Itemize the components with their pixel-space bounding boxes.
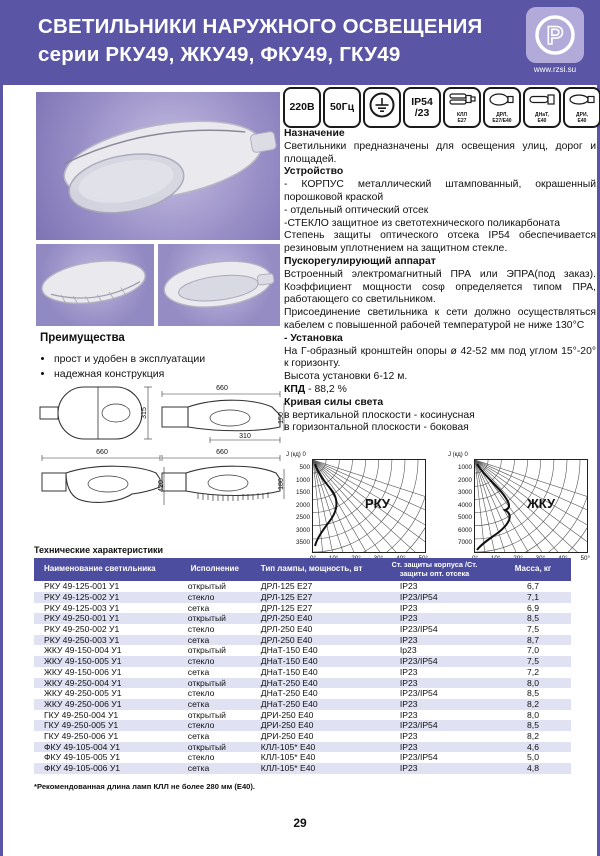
table-cell: IP23 xyxy=(399,763,418,774)
table-cell: 8,0 xyxy=(527,709,539,720)
lamp-drl-label-line2: Е27/Е40 xyxy=(492,117,512,124)
table-row xyxy=(34,592,571,603)
lamp-badge-dnat xyxy=(523,87,561,128)
table-cell: ДРЛ-125 Е27 xyxy=(260,581,313,592)
table-row xyxy=(34,688,571,699)
table-cell: ФКУ 49-105-005 У1 xyxy=(44,752,121,763)
table-cell: 8,2 xyxy=(527,731,539,742)
page-title xyxy=(38,13,482,69)
table-cell: ФКУ 49-105-006 У1 xyxy=(44,763,121,774)
cfl-lamp-icon xyxy=(449,91,476,113)
table-cell: ДНаТ-250 Е40 xyxy=(260,677,318,688)
voltage-label: 220В xyxy=(289,101,315,113)
table-cell: КЛЛ-105* Е40 xyxy=(260,763,316,774)
spec-table-header-row xyxy=(34,558,571,581)
chart-plot-area xyxy=(474,459,588,553)
table-cell: ГКУ 49-250-005 У1 xyxy=(44,720,119,731)
page-left-border xyxy=(0,0,3,856)
dim-150: 150 xyxy=(278,412,285,424)
dnat-lamp-icon xyxy=(529,91,556,113)
chart-plot-area xyxy=(312,459,426,553)
table-cell: стекло xyxy=(187,656,215,667)
drl-lamp-icon xyxy=(489,91,516,113)
table-cell: 7,1 xyxy=(527,591,539,602)
spec-table xyxy=(34,558,571,774)
table-row xyxy=(34,752,571,763)
lamp-badge-dri xyxy=(563,87,600,128)
table-cell: ДРИ-250 Е40 xyxy=(260,720,314,731)
table-cell: ДРЛ-250 Е40 xyxy=(260,613,313,624)
table-cell: IP23/IP54 xyxy=(399,752,438,763)
lamp-dri-label-line1: ДРИ, xyxy=(576,112,588,118)
dri-lamp-icon xyxy=(569,91,596,113)
table-row xyxy=(34,645,571,656)
table-cell: 7,0 xyxy=(527,645,539,656)
table-cell: РКУ 49-250-003 У1 xyxy=(44,634,120,645)
table-row xyxy=(34,763,571,774)
table-cell: IP23 xyxy=(399,731,418,742)
dim-315: 315 xyxy=(141,407,148,419)
curve-heading: Кривая силы света xyxy=(284,396,384,408)
table-cell: IP23 xyxy=(399,709,418,720)
page-title-line2: серии РКУ49, ЖКУ49, ФКУ49, ГКУ49 xyxy=(38,43,401,66)
table-cell: ЖКУ 49-250-004 У1 xyxy=(44,677,122,688)
table-row xyxy=(34,656,571,667)
table-cell: РКУ 49-125-003 У1 xyxy=(44,602,120,613)
table-cell: стекло xyxy=(187,591,215,602)
table-cell: ДНаТ-150 Е40 xyxy=(260,645,318,656)
table-cell: Ip23 xyxy=(399,645,417,656)
table-cell: 4,6 xyxy=(527,741,539,752)
brand-logo xyxy=(524,7,586,74)
table-row xyxy=(34,635,571,646)
table-cell: РКУ 49-125-002 У1 xyxy=(44,591,120,602)
table-cell: стекло xyxy=(187,720,215,731)
chart-series-label: ЖКУ xyxy=(527,496,556,511)
table-row xyxy=(34,720,571,731)
col-header-name: Наименование светильника xyxy=(34,558,172,581)
voltage-badge xyxy=(283,87,321,128)
table-cell: ДРЛ-250 Е40 xyxy=(260,624,313,634)
table-row xyxy=(34,613,571,624)
table-cell: сетка xyxy=(187,634,210,645)
table-cell: сетка xyxy=(187,698,210,709)
table-cell: ДНаТ-150 Е40 xyxy=(260,656,318,667)
table-row xyxy=(34,624,571,635)
page-header xyxy=(0,0,600,85)
ballast-heading: Пускорегулирующий аппарат xyxy=(284,255,436,267)
table-cell: IP23 xyxy=(399,581,418,592)
install-text-2: Высота установки 6-12 м. xyxy=(284,371,408,383)
ip-rating-line1: IP54 xyxy=(411,95,433,108)
table-cell: сетка xyxy=(187,666,210,677)
table-row xyxy=(34,710,571,721)
chart-unit-label: J (кд) 0 xyxy=(286,452,306,458)
table-cell: IP23/IP54 xyxy=(399,624,438,634)
table-cell: IP23 xyxy=(399,698,418,709)
table-cell: РКУ 49-125-001 У1 xyxy=(44,581,120,592)
table-cell: ДРЛ-125 Е27 xyxy=(260,591,313,602)
table-cell: IP23/IP54 xyxy=(399,720,438,731)
chart-y-ticks: 500 1000 1500 2000 2500 3000 3500 xyxy=(295,464,310,547)
mesh-hatch xyxy=(198,492,268,501)
purpose-heading: Назначение xyxy=(284,128,345,139)
brand-url: www.rzsi.su xyxy=(533,65,577,74)
table-cell: стекло xyxy=(187,752,215,763)
table-cell: открытый xyxy=(187,741,226,752)
table-cell: сетка xyxy=(187,731,210,742)
ballast-text-2: Присоединение светильника к сети должно осуществляться кабелем с повышенной рабочей температурой не ниже 130°С xyxy=(284,307,596,331)
lamp-badge-kll xyxy=(443,87,481,128)
table-cell: сетка xyxy=(187,602,210,613)
table-cell: 6,9 xyxy=(527,602,539,613)
col-header-ip: Ст. защиты корпуса /Ст. защиты опт. отсека xyxy=(374,558,495,581)
table-cell: ЖКУ 49-150-004 У1 xyxy=(44,645,122,656)
install-heading: - Установка xyxy=(284,332,343,344)
product-photo-mesh xyxy=(36,244,154,326)
table-cell: ЖКУ 49-250-005 У1 xyxy=(44,688,122,699)
drawing-side-glass xyxy=(158,383,288,447)
chart-series-label: РКУ xyxy=(365,496,391,511)
advantage-item: • прост и удобен в эксплуатации xyxy=(54,352,275,367)
table-cell: ЖКУ 49-150-005 У1 xyxy=(44,656,122,667)
col-header-lamp: Тип лампы, мощность, вт xyxy=(258,558,374,581)
col-header-mass: Масса, кг xyxy=(495,558,571,581)
lamp-kll-label-line1: КЛЛ xyxy=(456,112,468,118)
table-cell: IP23/IP54 xyxy=(399,656,438,667)
dim-310: 310 xyxy=(239,433,251,440)
page-number: 29 xyxy=(293,816,307,830)
lamp-kll-label-line2: Е27 xyxy=(457,117,467,124)
spec-section xyxy=(34,545,571,791)
advantages-block xyxy=(40,332,275,382)
ground-badge xyxy=(363,87,401,128)
table-cell: РКУ 49-250-002 У1 xyxy=(44,624,120,634)
lamp-dri-label-line2: Е40 xyxy=(577,117,587,124)
advantage-item: • надежная конструкция xyxy=(54,367,275,382)
efficiency-value: - 88,2 % xyxy=(305,383,347,395)
brand-logo-icon xyxy=(526,7,584,63)
frequency-label: 50Гц xyxy=(329,101,355,113)
install-text-1: На Г-образный кронштейн опоры ø 42-52 мм под углом 15°-20° к горизонту. xyxy=(284,345,596,370)
table-cell: 8,2 xyxy=(527,698,539,709)
dim-180: 180 xyxy=(278,478,285,490)
table-cell: ДНаТ-250 Е40 xyxy=(260,698,318,709)
device-item-body: - КОРПУС металлический штампованный, окрашенный порошковой краской xyxy=(284,179,596,203)
chart-y-ticks: 1000 2000 3000 4000 5000 6000 7000 xyxy=(457,464,472,547)
table-cell: IP23/IP54 xyxy=(399,591,438,602)
table-cell: открытый xyxy=(187,613,226,624)
page-title-line1: СВЕТИЛЬНИКИ НАРУЖНОГО ОСВЕЩЕНИЯ xyxy=(38,15,483,38)
table-cell: ДНаТ-250 Е40 xyxy=(260,688,318,699)
table-cell: ДРИ-250 Е40 xyxy=(260,731,314,742)
table-row xyxy=(34,667,571,678)
table-cell: IP23 xyxy=(399,741,418,752)
table-cell: IP23 xyxy=(399,602,418,613)
dim-660: 660 xyxy=(216,385,228,392)
dim-420: 420 xyxy=(158,480,165,492)
table-cell: IP23/IP54 xyxy=(399,688,438,699)
drawing-side-bowl xyxy=(38,447,168,511)
table-cell: 7,5 xyxy=(527,624,539,634)
table-cell: ДНаТ-150 Е40 xyxy=(260,666,318,677)
ballast-text-1: Встроенный электромагнитный ПРА или ЭПРА(под заказ). Коэффициент мощности cosφ определяется типом ПРА, работающего со светильником. xyxy=(284,268,596,306)
table-cell: ДРЛ-125 Е27 xyxy=(260,602,313,613)
product-photo-main xyxy=(36,92,280,240)
dim-660-3: 660 xyxy=(216,449,228,456)
table-cell: 8,0 xyxy=(527,677,539,688)
chart-unit-label: J (кд) 0 xyxy=(448,452,468,458)
svg-text:Р: Р xyxy=(546,22,564,50)
device-note: Степень защиты оптического отсека IP54 обеспечивается резиновым уплотнением на защитном стекле. xyxy=(284,230,596,255)
table-cell: открытый xyxy=(187,677,226,688)
table-cell: открытый xyxy=(187,645,226,656)
table-cell: 6,7 xyxy=(527,581,539,592)
lamp-dnat-label-line2: Е40 xyxy=(537,117,547,124)
advantages-heading: Преимущества xyxy=(40,332,125,344)
col-header-version: Исполнение xyxy=(172,558,258,581)
table-footnote: *Рекомендованная длина ламп КЛЛ не более 280 мм (Е40). xyxy=(34,781,256,791)
lamp-badge-drl xyxy=(483,87,521,128)
table-cell: 8,5 xyxy=(527,613,539,624)
table-cell: РКУ 49-250-001 У1 xyxy=(44,613,120,624)
chart-x-ticks: 50° xyxy=(580,555,590,562)
table-cell: IP23 xyxy=(399,634,418,645)
ground-icon xyxy=(369,92,395,123)
table-cell: ДРЛ-250 Е40 xyxy=(260,634,313,645)
spec-table-body xyxy=(34,581,571,774)
table-cell: ФКУ 49-105-004 У1 xyxy=(44,741,121,752)
curve-vertical-text: в вертикальной плоскости - косинусная xyxy=(284,409,475,421)
table-cell: 7,2 xyxy=(527,666,539,677)
table-row xyxy=(34,742,571,753)
table-cell: IP23 xyxy=(399,613,418,624)
table-cell: КЛЛ-105* Е40 xyxy=(260,741,316,752)
table-cell: 4,8 xyxy=(527,763,539,774)
table-cell: IP23 xyxy=(399,677,418,688)
efficiency-line xyxy=(284,384,596,397)
table-row xyxy=(34,731,571,742)
table-row xyxy=(34,581,571,592)
rating-badges-row xyxy=(283,87,600,128)
ip-rating-line2: /23 xyxy=(414,106,430,119)
table-cell: КЛЛ-105* Е40 xyxy=(260,752,316,763)
table-cell: стекло xyxy=(187,624,215,634)
drawing-top-view xyxy=(38,383,156,445)
advantages-list xyxy=(40,352,275,382)
table-cell: 5,0 xyxy=(527,752,539,763)
table-cell: сетка xyxy=(187,763,210,774)
table-cell: стекло xyxy=(187,688,215,699)
table-cell: ДРИ-250 Е40 xyxy=(260,709,314,720)
curve-horizontal-text: в горизонтальной плоскости - боковая xyxy=(284,422,469,434)
lamp-drl-label-line1: ДРЛ, xyxy=(496,112,508,118)
ip-rating-badge xyxy=(403,87,441,128)
dim-660-2: 660 xyxy=(96,449,108,456)
device-heading: Устройство xyxy=(284,166,344,178)
table-cell: 8,5 xyxy=(527,720,539,731)
spec-section-title: Технические характеристики xyxy=(34,545,164,555)
table-cell: открытый xyxy=(187,709,226,720)
table-row xyxy=(34,603,571,614)
table-row xyxy=(34,678,571,689)
table-cell: IP23 xyxy=(399,666,418,677)
table-cell: ГКУ 49-250-006 У1 xyxy=(44,731,119,742)
table-cell: 8,5 xyxy=(527,688,539,699)
frequency-badge xyxy=(323,87,361,128)
description-column xyxy=(284,128,596,435)
table-cell: 7,5 xyxy=(527,656,539,667)
table-row xyxy=(34,699,571,710)
table-cell: ЖКУ 49-150-006 У1 xyxy=(44,666,122,677)
table-cell: ЖКУ 49-250-006 У1 xyxy=(44,698,122,709)
drawing-side-mesh xyxy=(158,447,288,511)
lamp-dnat-label-line1: ДНаТ, xyxy=(535,112,549,118)
table-cell: открытый xyxy=(187,581,226,592)
table-cell: ГКУ 49-250-004 У1 xyxy=(44,709,119,720)
device-item-optics: - отдельный оптический отсек xyxy=(284,204,429,216)
efficiency-label: КПД xyxy=(284,383,306,395)
device-item-glass: -СТЕКЛО защитное из светотехнического поликарбоната xyxy=(284,217,561,229)
product-photo-open xyxy=(158,244,280,326)
table-cell: 8,7 xyxy=(527,634,539,645)
purpose-text: Светильники предназначены для освещения улиц, дорог и площадей. xyxy=(284,140,596,165)
